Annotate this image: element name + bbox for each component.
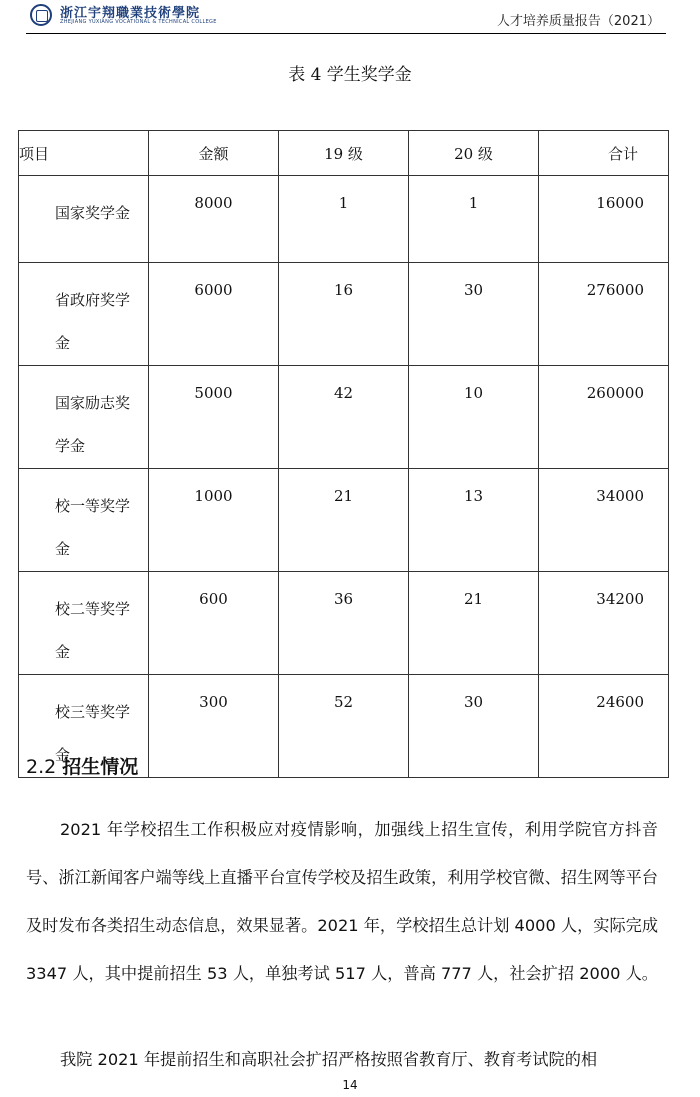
cell-grade20 — [409, 263, 539, 366]
cell-item — [19, 176, 149, 263]
grade20-value: 30 — [463, 281, 484, 299]
total-value: 16000 — [596, 194, 644, 212]
cell-total — [539, 176, 669, 263]
cell-grade19 — [279, 263, 409, 366]
cell-total — [539, 675, 669, 778]
cell-grade20 — [409, 675, 539, 778]
cell-total — [539, 572, 669, 675]
college-name: 浙江宇翔職業技術學院 — [60, 6, 201, 21]
grade19-value: 21 — [333, 487, 354, 505]
table-header-row — [19, 131, 669, 176]
cell-grade20 — [409, 572, 539, 675]
section-title: 招生情况 — [62, 756, 139, 778]
column-header-item: 项目 — [19, 131, 149, 176]
grade20-value: 30 — [463, 693, 484, 711]
college-english-name: ZHEJIANG YUXIANG VOCATIONAL & TECHNICAL COLLEGE — [60, 19, 217, 25]
total-value: 260000 — [586, 384, 644, 402]
body-paragraph: 2021 年学校招生工作积极应对疫情影响，加强线上招生宣传，利用学院官方抖音号、浙江新闻客户端等线上直播平台宣传学校及招生政策，利用学校官微、招生网等平台及时发布各类招生动态信息，效果显著。2021 年，学校招生总计划 4000 人，实际完成 3347 人，其中提前招生 53 人，单独考试 517 人，普高 777 人，社会扩招 2000 人。 — [26, 820, 659, 983]
item-name: 省政府奖学金 — [55, 291, 131, 352]
cell-item — [19, 572, 149, 675]
grade20-value: 10 — [463, 384, 484, 402]
amount-value: 600 — [199, 590, 228, 608]
table-caption: 表 4 学生奖学金 — [288, 65, 412, 85]
amount-value: 8000 — [194, 194, 233, 212]
cell-grade20 — [409, 366, 539, 469]
amount-value: 6000 — [194, 281, 233, 299]
total-value: 276000 — [586, 281, 644, 299]
grade20-value: 13 — [463, 487, 484, 505]
item-name: 校三等奖学金 — [55, 703, 131, 764]
total-value: 34000 — [596, 487, 644, 505]
table-row — [19, 176, 669, 263]
total-value: 24600 — [596, 693, 644, 711]
table-row — [19, 572, 669, 675]
cell-amount — [149, 572, 279, 675]
cell-item — [19, 263, 149, 366]
total-value: 34200 — [596, 590, 644, 608]
cell-grade19 — [279, 366, 409, 469]
cell-amount — [149, 263, 279, 366]
table-row — [19, 366, 669, 469]
column-header-grade20: 20 级 — [409, 131, 539, 176]
grade20-value: 21 — [463, 590, 484, 608]
cell-item — [19, 366, 149, 469]
grade19-value: 52 — [333, 693, 354, 711]
item-name: 国家励志奖学金 — [55, 394, 131, 455]
section-number: 2.2 — [26, 756, 57, 778]
section-heading — [26, 752, 138, 779]
amount-value: 5000 — [194, 384, 233, 402]
column-header-total: 合计 — [539, 131, 669, 176]
grade20-value: 1 — [468, 194, 479, 212]
grade19-value: 42 — [333, 384, 354, 402]
body-paragraph: 我院 2021 年提前招生和高职社会扩招严格按照省教育厅、教育考试院的相 — [60, 1050, 598, 1069]
grade19-value: 16 — [333, 281, 354, 299]
cell-grade19 — [279, 572, 409, 675]
table-row — [19, 469, 669, 572]
grade19-value: 1 — [338, 194, 349, 212]
amount-value: 1000 — [194, 487, 233, 505]
college-seal-logo — [30, 4, 52, 26]
cell-total — [539, 263, 669, 366]
column-header-amount: 金额 — [149, 131, 279, 176]
cell-amount — [149, 675, 279, 778]
amount-value: 300 — [199, 693, 228, 711]
cell-grade19 — [279, 675, 409, 778]
cell-amount — [149, 366, 279, 469]
cell-grade19 — [279, 469, 409, 572]
table-row — [19, 263, 669, 366]
cell-item — [19, 469, 149, 572]
item-name: 校二等奖学金 — [55, 600, 131, 661]
cell-amount — [149, 469, 279, 572]
cell-total — [539, 366, 669, 469]
scholarship-table — [18, 130, 669, 778]
grade19-value: 36 — [333, 590, 354, 608]
cell-total — [539, 469, 669, 572]
column-header-grade19: 19 级 — [279, 131, 409, 176]
cell-grade20 — [409, 469, 539, 572]
cell-grade20 — [409, 176, 539, 263]
page-header — [26, 0, 666, 34]
item-name: 校一等奖学金 — [55, 497, 131, 558]
page-number: 14 — [342, 1078, 358, 1092]
cell-grade19 — [279, 176, 409, 263]
item-name: 国家奖学金 — [55, 204, 131, 222]
report-title: 人才培养质量报告（2021） — [496, 14, 660, 29]
cell-amount — [149, 176, 279, 263]
